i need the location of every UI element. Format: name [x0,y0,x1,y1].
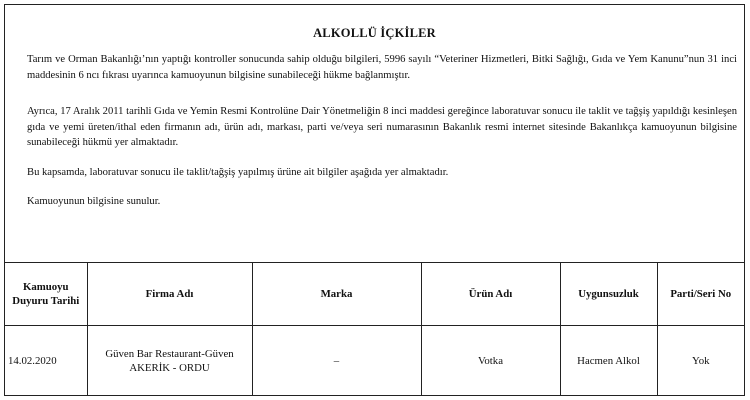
header-batch-no: Parti/Seri No [657,263,744,326]
header-brand: Marka [252,263,421,326]
cell-date: 14.02.2020 [5,326,87,397]
cell-brand: – [252,326,421,397]
cell-product: Votka [421,326,560,397]
document-title: ALKOLLÜ İÇKİLER [313,26,436,40]
announcement-table [5,262,744,396]
paragraph-2: Ayrıca, 17 Aralık 2011 tarihli Gıda ve Yemin Resmi Kontrolüne Dair Yönetmeliğin 8 inci maddesi gereğince laboratuvar sonucu ile taklit ve tağşiş yapıldığı kesinleşen gıda ve yemi üreten/ithal eden firmanın adı, ürün adı, markası, parti ve/veya seri numarasının Bakanlık resmi internet sitesinde Bakanlıkça kamuoyunun bilgisine sunabileceği hükmü yer almaktadır. [27,106,737,149]
header-announcement-date: Kamuoyu Duyuru Tarihi [5,263,87,326]
table-header-row [5,263,744,326]
header-product-name: Ürün Adı [421,263,560,326]
paragraph-3: Bu kapsamda, laboratuvar sonucu ile taklit/tağşiş yapılmış ürüne ait bilgiler aşağıda yer almaktadır. [27,167,449,178]
cell-firm [87,326,252,397]
paragraph-1: Tarım ve Orman Bakanlığı’nın yaptığı kontroller sonucunda sahip olduğu bilgileri, 5996 sayılı “Veteriner Hizmetleri, Bitki Sağlığı, Gıda ve Yem Kanunu”nun 31 inci maddesinin 6 ncı fıkrası uyarınca kamuoyunun bilgisine sunabileceği hükmе bağlanmıştır. [27,54,737,81]
cell-firm-line1: Güven Bar Restaurant-Güven [105,348,234,360]
cell-batch: Yok [657,326,744,397]
header-nonconformity: Uygunsuzluk [560,263,657,326]
cell-nonconformity: Hacmen Alkol [560,326,657,397]
header-firm-name: Firma Adı [87,263,252,326]
document-frame [4,4,745,396]
table-row [5,326,744,397]
cell-firm-line2: AKERİK - ORDU [129,362,210,374]
intro-section [5,5,744,262]
paragraph-4: Kamuoyunun bilgisine sunulur. [27,196,161,207]
